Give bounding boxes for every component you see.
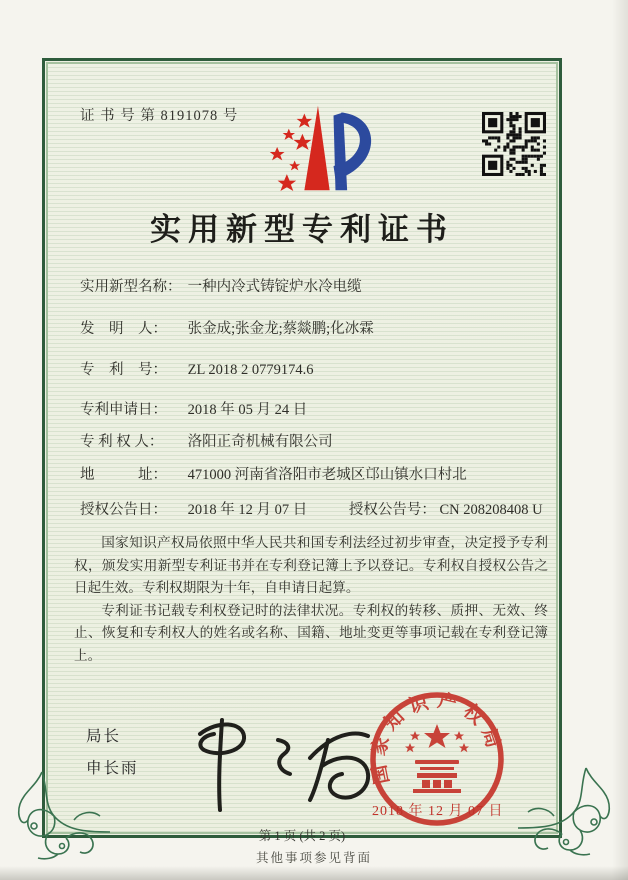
field-value: 2018 年 12 月 07 日 [187,502,308,518]
field-row-inventors [80,317,550,338]
field-label: 专利申请日： [80,402,167,418]
legal-paragraph-2: 专利证书记载专利权登记时的法律状况。专利权的转移、质押、无效、终止、恢复和专利权人的姓名或名称、国籍、地址变更等事项记载在专利登记簿上。 [74,602,548,663]
corner-ornament-right-icon [514,766,614,858]
scan-shadow-bottom [0,866,628,880]
cnipa-patent-logo-icon [253,96,381,201]
certificate-number: 证 书 号 第 8191078 号 [80,108,239,124]
field-value: ZL 2018 2 0779174.6 [187,362,314,378]
field-value: 洛阳正奇机械有限公司 [187,434,333,450]
seal-date: 2018 年 12 月 07 日 [372,804,504,819]
field-row-name [80,275,550,296]
director-name: 申长雨 [86,760,139,777]
director-title: 局长 [86,728,122,745]
director-signature [156,682,386,832]
field-label: 授权公告号： [348,502,436,518]
certificate-title: 实用新型专利证书 [150,212,454,247]
field-label: 专 利 权 人： [80,434,164,450]
field-label: 发 明 人： [80,321,167,337]
field-row-patent-number [80,358,550,379]
back-note: 其他事项参见背面 [255,851,372,865]
legal-text [74,532,548,667]
national-emblem-icon [405,724,469,793]
field-value: 2018 年 05 月 24 日 [187,402,308,418]
field-value: 一种内冷式铸锭炉水冷电缆 [187,279,362,295]
page-number: 第 1 页 (共 2 页) [258,829,346,843]
qr-code [482,112,546,176]
legal-paragraph-1: 国家知识产权局依照中华人民共和国专利法经过初步审查，决定授予专利权，颁发实用新型专利证书并在专利登记簿上予以登记。专利权自授权公告之日起生效。专利权期限为十年，自申请日起算。 [74,535,548,595]
field-label: 实用新型名称： [80,279,182,295]
svg-text:国家知识产权局: 国家知识产权局 [367,690,506,786]
field-row-filing-date [80,398,550,419]
scan-shadow-right [612,0,628,880]
field-label: 授权公告日： [80,502,167,518]
field-label: 地 址： [80,467,167,483]
certificate-frame [42,58,562,843]
field-label: 专 利 号： [80,362,167,378]
field-row-address [80,463,550,484]
field-row-grant [80,498,550,519]
security-pattern-background [46,62,558,843]
field-value: 471000 河南省洛阳市老城区邙山镇水口村北 [187,467,467,483]
field-value: CN 208208408 U [439,502,543,518]
field-value: 张金成;张金龙;蔡燚鹏;化冰霖 [187,321,374,337]
field-row-patentee [80,430,550,451]
